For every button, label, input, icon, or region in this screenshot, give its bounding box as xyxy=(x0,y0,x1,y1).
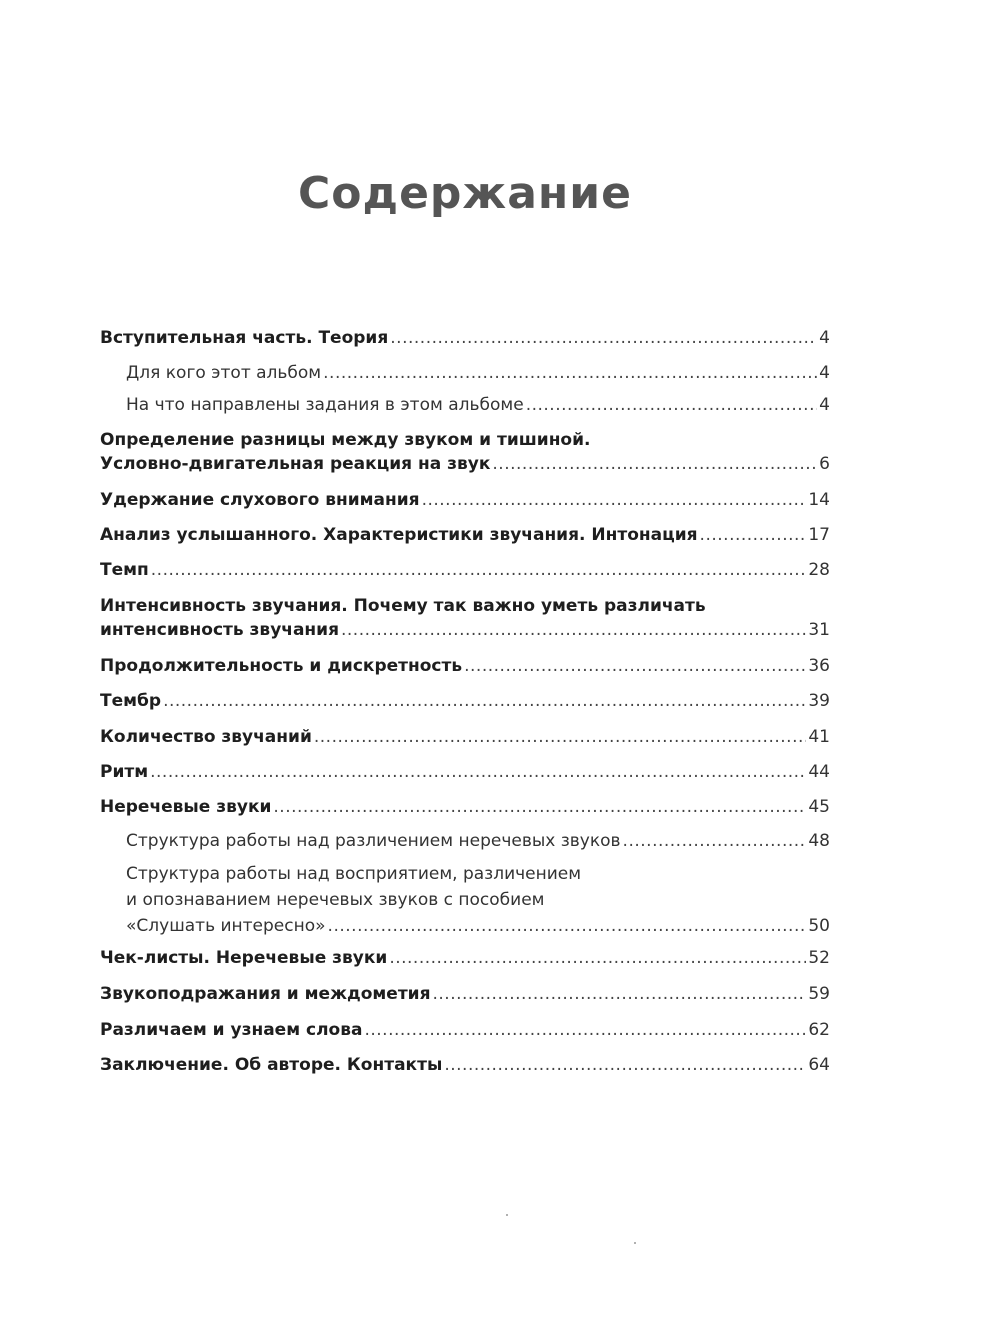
toc-page-number: 4 xyxy=(819,395,830,415)
dot-leader xyxy=(364,1018,806,1042)
toc-entry-title-line: Интенсивность звучания. Почему так важно уметь различать xyxy=(100,596,706,616)
toc-page-number: 4 xyxy=(819,363,830,383)
dot-leader xyxy=(526,393,817,417)
toc-page-number: 64 xyxy=(808,1055,830,1075)
toc-entry xyxy=(100,594,830,642)
toc-subentry xyxy=(100,361,830,385)
toc-entry-title: Различаем и узнаем слова xyxy=(100,1020,363,1040)
toc-entry xyxy=(100,1018,830,1042)
toc-entry xyxy=(100,488,830,512)
toc-entry-title: Тембр xyxy=(100,691,162,711)
toc-entry-title-line: Структура работы над восприятием, различением xyxy=(126,864,582,884)
toc-entry-title: На что направлены задания в этом альбоме xyxy=(126,395,524,415)
dot-leader xyxy=(444,1053,806,1077)
toc-entry xyxy=(100,725,830,749)
toc-entry-title: Чек-листы. Неречевые звуки xyxy=(100,948,388,968)
toc-page-number: 14 xyxy=(808,490,830,510)
dot-leader xyxy=(151,558,807,582)
toc-entry-title: Удержание слухового внимания xyxy=(100,490,420,510)
toc-entry xyxy=(100,558,830,582)
toc-entry xyxy=(100,523,830,547)
toc-entry-title: Заключение. Об авторе. Контакты xyxy=(100,1055,443,1075)
dot-leader xyxy=(700,523,807,547)
dot-leader xyxy=(314,725,807,749)
page-title: Содержание xyxy=(298,168,632,219)
dot-leader xyxy=(328,913,807,939)
toc-entry xyxy=(100,760,830,784)
toc-entry-title: Условно-двигательная реакция на звук xyxy=(100,454,491,474)
toc-page-number: 44 xyxy=(808,762,830,782)
toc-subentry xyxy=(100,393,830,417)
dot-leader xyxy=(341,618,806,642)
toc-entry-title: Продолжительность и дискретность xyxy=(100,656,463,676)
toc-entry xyxy=(100,795,830,819)
toc-page-number: 36 xyxy=(808,656,830,676)
toc-page-number: 17 xyxy=(808,525,830,545)
toc-entry-title: Количество звучаний xyxy=(100,727,312,747)
dot-leader xyxy=(464,654,806,678)
scan-speck xyxy=(506,1214,508,1216)
toc-subentry xyxy=(100,829,830,853)
toc-entry-title: Анализ услышанного. Характеристики звучания. Интонация xyxy=(100,525,698,545)
toc-entry xyxy=(100,982,830,1006)
toc-entry-title: Неречевые звуки xyxy=(100,797,272,817)
toc-entry-title: Звукоподражания и междометия xyxy=(100,984,431,1004)
toc-entry-title: Вступительная часть. Теория xyxy=(100,328,389,348)
toc-entry-title: Для кого этот альбом xyxy=(126,363,322,383)
toc-page-number: 41 xyxy=(808,727,830,747)
dot-leader xyxy=(623,829,807,853)
dot-leader xyxy=(389,946,806,970)
toc-entry xyxy=(100,428,830,476)
toc-page-number: 50 xyxy=(808,916,830,936)
toc-page-number: 59 xyxy=(808,984,830,1004)
dot-leader xyxy=(433,982,807,1006)
dot-leader xyxy=(492,452,817,476)
toc-page-number: 6 xyxy=(819,454,830,474)
toc-entry-title: Темп xyxy=(100,560,149,580)
toc-page-number: 52 xyxy=(808,948,830,968)
dot-leader xyxy=(163,689,806,713)
toc-page-number: 28 xyxy=(808,560,830,580)
toc-entry-title: интенсивность звучания xyxy=(100,620,339,640)
toc-page-number: 45 xyxy=(808,797,830,817)
toc-page-number: 48 xyxy=(808,831,830,851)
toc-entry-title-line: Определение разницы между звуком и тишиной. xyxy=(100,430,591,450)
toc-page-number: 4 xyxy=(819,328,830,348)
dot-leader xyxy=(390,326,817,350)
dot-leader xyxy=(422,488,807,512)
toc-entry xyxy=(100,1053,830,1077)
toc-entry-title-line: и опознаванием неречевых звуков с пособием xyxy=(126,890,545,910)
toc-subentry xyxy=(100,861,830,939)
toc-page-number: 39 xyxy=(808,691,830,711)
toc-entry xyxy=(100,326,830,350)
toc-entry xyxy=(100,654,830,678)
toc-entry-title: «Слушать интересно» xyxy=(126,916,326,936)
scan-speck xyxy=(634,1242,636,1244)
dot-leader xyxy=(150,760,806,784)
dot-leader xyxy=(273,795,806,819)
toc-entry-title: Структура работы над различением неречевых звуков xyxy=(126,831,621,851)
toc-entry xyxy=(100,689,830,713)
toc-entry xyxy=(100,946,830,970)
toc-page-number: 62 xyxy=(808,1020,830,1040)
toc-entry-title: Ритм xyxy=(100,762,149,782)
toc-page-number: 31 xyxy=(808,620,830,640)
dot-leader xyxy=(323,361,817,385)
